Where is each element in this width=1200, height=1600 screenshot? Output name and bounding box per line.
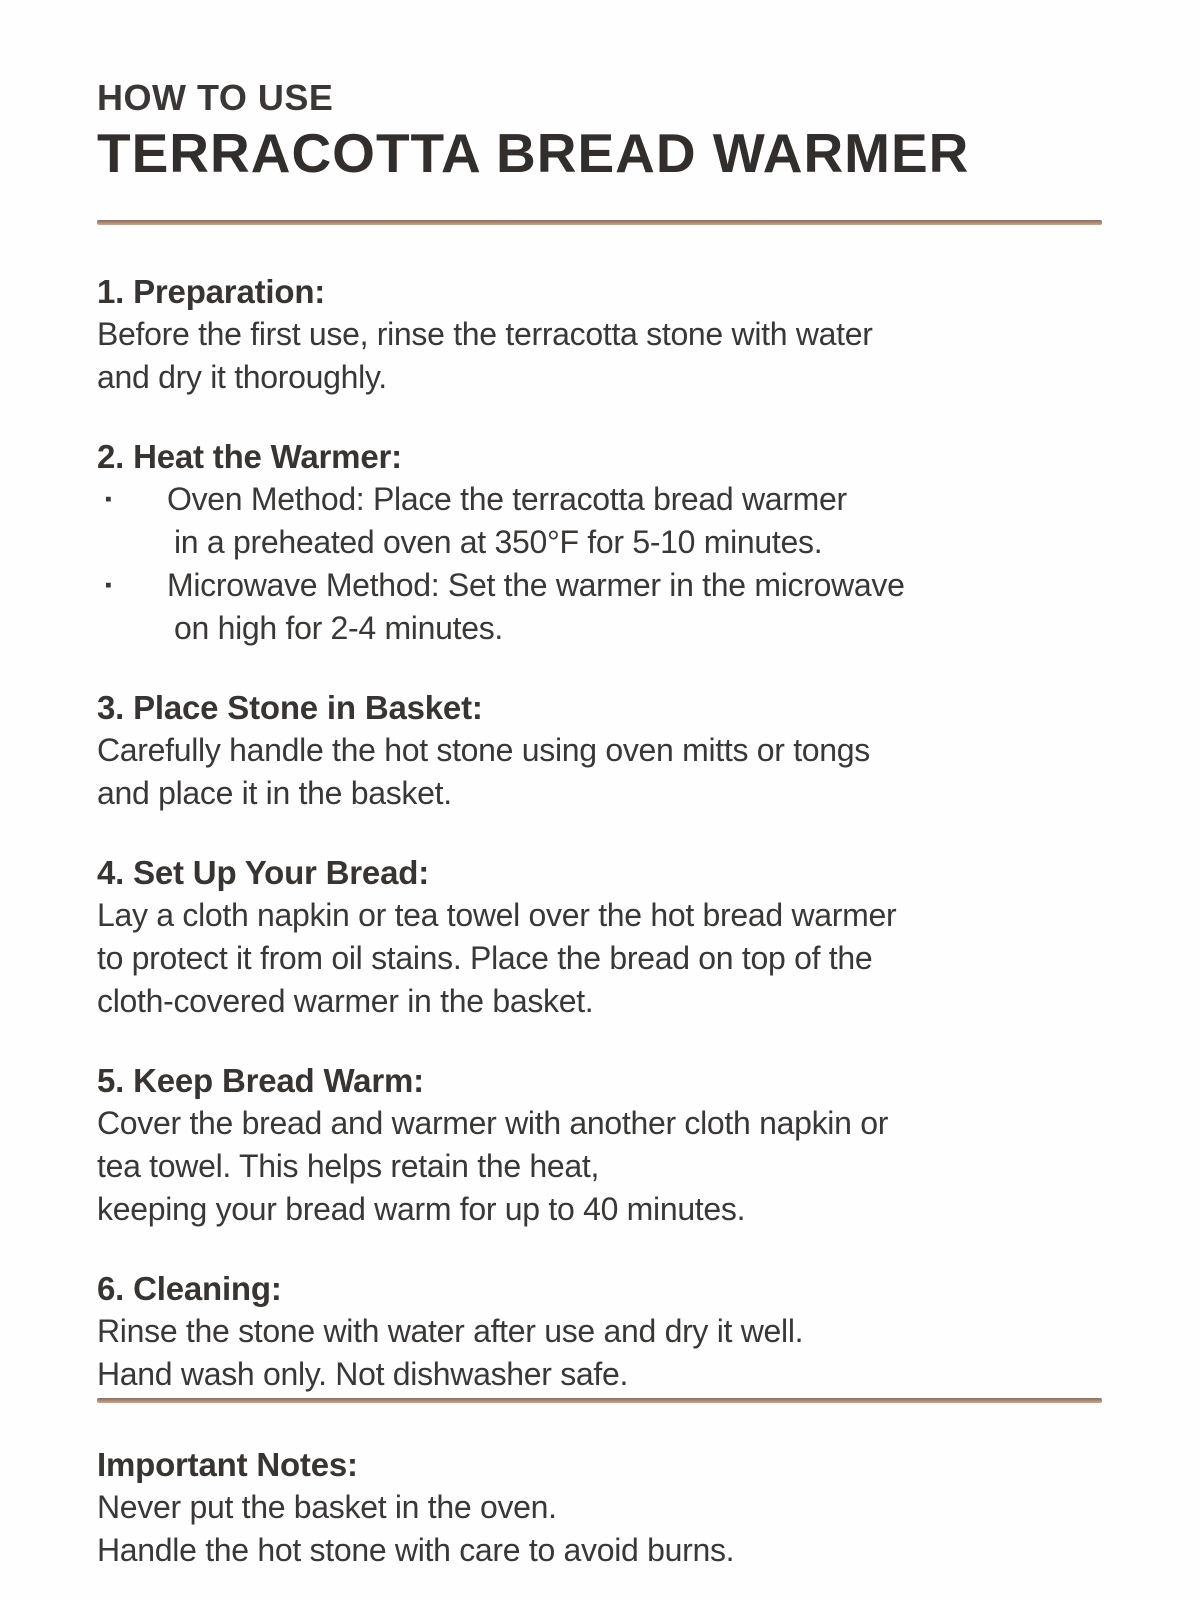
section-keep-bread-warm [97,1059,1110,1231]
body-line: cloth-covered warmer in the basket. [97,983,594,1019]
section-preparation [97,270,1110,399]
body-line: tea towel. This helps retain the heat, [97,1148,600,1184]
body-line: Rinse the stone with water after use and dry it well. [97,1313,804,1349]
body-line: Carefully handle the hot stone using oven mitts or tongs [97,732,870,768]
section-heading: 5. Keep Bread Warm: [97,1062,424,1099]
section-important-notes [97,1443,1110,1572]
section-place-stone [97,686,1110,815]
list-item-text [167,478,1110,564]
section-heading: 3. Place Stone in Basket: [97,689,483,726]
body-line: in a preheated oven at 350°F for 5-10 minutes. [174,524,823,560]
body-line: to protect it from oil stains. Place the bread on top of the [97,940,873,976]
page-title: TERRACOTTA BREAD WARMER [97,122,970,184]
section-heading: 6. Cleaning: [97,1270,282,1307]
section-heading: 1. Preparation: [97,273,326,310]
body-line: Oven Method: Place the terracotta bread warmer [167,481,847,517]
section-heading: 2. Heat the Warmer: [97,438,402,475]
section-heat-the-warmer [97,435,1110,650]
eyebrow-heading: HOW TO USE [97,77,334,118]
notes-heading: Important Notes: [97,1446,358,1483]
divider-rule-bottom [97,1398,1102,1403]
list-item [97,564,1110,650]
note-line: Handle the hot stone with care to avoid burns. [97,1532,735,1568]
body-line: Lay a cloth napkin or tea towel over the hot bread warmer [97,897,897,933]
section-set-up-bread [97,851,1110,1023]
body-line: Microwave Method: Set the warmer in the microwave [167,567,905,603]
body-line: Cover the bread and warmer with another cloth napkin or [97,1105,889,1141]
divider-rule-top [97,220,1102,225]
list-item-text [167,564,1110,650]
section-heading: 4. Set Up Your Bread: [97,854,429,891]
body-line: and place it in the basket. [97,775,452,811]
note-line: Never put the basket in the oven. [97,1489,557,1525]
body-line: keeping your bread warm for up to 40 minutes. [97,1191,746,1227]
list-item [97,478,1110,564]
body-line: Before the first use, rinse the terracotta stone with water [97,316,873,352]
bullet-icon: ▪ [105,489,112,510]
body-line: and dry it thoroughly. [97,359,387,395]
body-line: on high for 2-4 minutes. [174,610,503,646]
body-line: Hand wash only. Not dishwasher safe. [97,1356,629,1392]
section-cleaning [97,1267,1110,1396]
bullet-icon: ▪ [105,575,112,596]
